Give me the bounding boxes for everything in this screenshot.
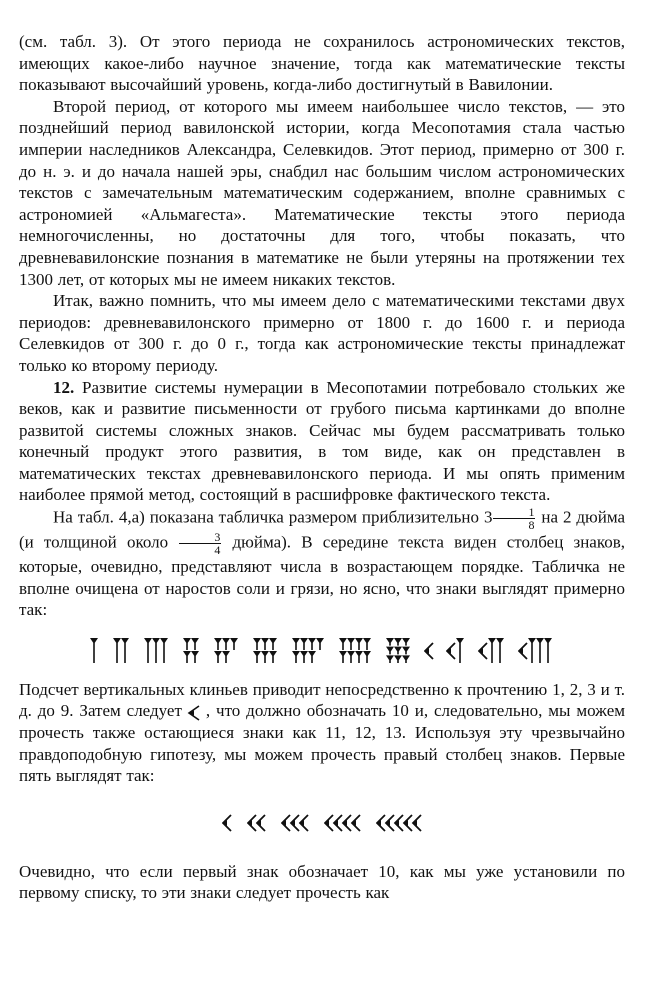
paragraph-5 [19, 506, 625, 621]
fraction-denominator: 4 [214, 543, 221, 558]
cuneiform-numerals-1-to-13 [19, 625, 625, 677]
cuneiform-numeral-5-icon [213, 636, 241, 666]
cuneiform-tens-20-icon [247, 812, 267, 834]
cuneiform-numeral-3-icon [143, 636, 171, 666]
paragraph-7: Очевидно, что если первый знак обозначает 10, как мы уже установили по первому списку, то эти знаки следует прочесть как [19, 861, 625, 903]
paragraph-5-part-a: На табл. 4,а) показана табличка размером приблизительно [53, 507, 480, 527]
paragraph-6 [19, 679, 625, 787]
cuneiform-numerals-tens [19, 793, 625, 853]
cuneiform-numeral-1-icon [89, 636, 101, 666]
fraction-numerator: 1 [493, 506, 535, 519]
paragraph-5-part-c: дюйма). В середине текста виден столбец знаков, которые, очевидно, представляют числа в возрастающем порядке. Табличка не вполне очищена от наростов соли и грязи, но ясно, что знаки выглядят примерно так: [19, 532, 626, 620]
cuneiform-tens-40-icon [324, 812, 362, 834]
cuneiform-numeral-10-icon [424, 636, 435, 666]
cuneiform-numeral-13-icon [518, 636, 555, 666]
paragraph-1: (см. табл. 3). От этого периода не сохранилось астрономических текстов, имеющих какое-либо научное значение, тогда как математические тексты показывают высочайший уровень, когда-либо достигнутый в Вавилонии. [19, 32, 625, 95]
paragraph-2: Второй период, от которого мы имеем наибольшее число текстов, — это позднейший период вавилонской истории, когда Месопотамия стала частью империи наследников Александра, Селевкидов. Этот период, примерно от 300 г. до н. э. и до начала нашей эры, снабдил нас большим числом астрономических текстов с замечательным математическим содержанием, вполне сравнимых с астрономией «Альмагеста». Математические тексты этого периода немногочисленны, но достаточны для того, чтобы показать, что древневавилонские познания в математике не были утеряны на протяжении тех 1300 лет, от которых мы не имеем никаких текстов. [19, 96, 625, 289]
cuneiform-numeral-8-icon [338, 636, 374, 666]
cuneiform-numeral-4-icon [182, 636, 202, 666]
cuneiform-numeral-11-icon [446, 636, 467, 666]
cuneiform-tens-30-icon [281, 812, 310, 834]
fraction-whole: 3 [483, 507, 493, 527]
fraction-numerator: 3 [179, 531, 221, 544]
paragraph-4 [19, 377, 625, 507]
fraction-three-quarters [179, 531, 221, 556]
paragraph-3: Итак, важно помнить, что мы имеем дело с математическими текстами двух периодов: древневавилонского примерно от 1800 г. до 1600 г. и периода Селевкидов от 300 г. до 0 г., тогда как астрономические тексты принадлежат только ко второму периоду. [19, 291, 625, 375]
cuneiform-ten-icon [186, 704, 202, 722]
cuneiform-numeral-12-icon [478, 636, 507, 666]
cuneiform-numeral-7-icon [291, 636, 327, 666]
section-number: 12. [53, 377, 75, 397]
cuneiform-numeral-9-icon [385, 636, 413, 666]
paragraph-5-part-b: на 2 дюйма (и толщиной около [19, 507, 626, 552]
paragraph-6-part-b: , что должно обозначать 10 и, следовательно, мы можем прочесть также остающиеся знаки как 11, 12, 13. Используя эту чрезвычайно правдоподобную гипотезу, мы можем прочесть правый столбец знаков. Первые пять выглядят так: [19, 701, 626, 786]
cuneiform-numeral-6-icon [252, 636, 280, 666]
paragraph-4-text: Развитие системы нумерации в Месопотамии потребовало стольких же веков, как и развитие письменности от грубого письма картинками до вполне развитой системы сложных знаков. Сейчас мы будем рассматривать только конечный продукт этого развития, в том виде, как он представлен в математических текстах древневавилонского периода. И мы опять применим наиболее прямой метод, состоящий в расшифровке фактического текста. [19, 377, 626, 505]
fraction-denominator: 8 [528, 518, 535, 533]
cuneiform-tens-10-icon [222, 812, 233, 834]
fraction-one-eighth [493, 506, 535, 531]
cuneiform-numeral-2-icon [112, 636, 132, 666]
paragraph-6-part-a: Подсчет вертикальных клиньев приводит непосредственно к прочтению 1, 2, 3 и т. д. до 9. Затем следует [19, 679, 625, 721]
cuneiform-tens-50-icon [376, 812, 423, 834]
